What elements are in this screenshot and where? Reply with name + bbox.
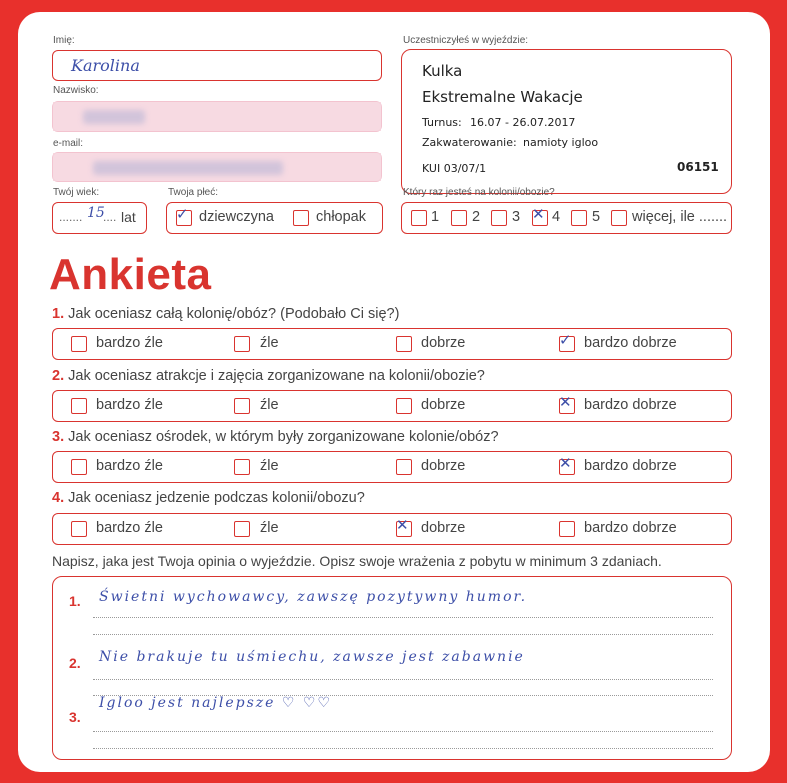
answer-row-1: [52, 328, 732, 360]
question-number: 1.: [52, 306, 65, 322]
trip-number: 06151: [677, 160, 719, 174]
gender-option-label: dziewczyna: [199, 209, 274, 225]
question-text: Jak oceniasz całą kolonię/obóz? (Podobało Ci się?): [68, 306, 400, 322]
which-time-label: Który raz jesteś na kolonii/obozie?: [403, 187, 555, 198]
which-time-checkbox-1[interactable]: [411, 210, 427, 226]
accommodation-label: Zakwaterowanie:: [422, 136, 517, 149]
opinion-line-number: 3.: [69, 709, 81, 725]
question-text: Jak oceniasz jedzenie podczas kolonii/obozu?: [68, 490, 365, 506]
opinion-prompt: Napisz, jaka jest Twoja opinia o wyjeździe. Opisz swoje wrażenia z pobytu w minimum 3 zdaniach.: [52, 553, 662, 569]
which-time-option-label: 4: [552, 209, 561, 225]
option-label: bardzo źle: [96, 458, 163, 474]
option-checkbox[interactable]: [71, 521, 87, 537]
age-field[interactable]: [52, 202, 147, 234]
question-text: Jak oceniasz atrakcje i zajęcia zorganizowane na kolonii/obozie?: [68, 368, 485, 384]
option-checkbox[interactable]: [71, 398, 87, 414]
option-label: bardzo dobrze: [584, 520, 677, 536]
age-dots: .......: [59, 210, 83, 224]
opinion-line-text: Igloo jest najlepsze ♡ ♡♡: [99, 695, 332, 711]
email-field[interactable]: [52, 152, 382, 182]
option-label: bardzo dobrze: [584, 335, 677, 351]
age-unit: lat: [121, 209, 136, 225]
option-checkbox[interactable]: [234, 459, 250, 475]
option-label: dobrze: [421, 520, 466, 536]
which-time-checkbox-2[interactable]: [451, 210, 467, 226]
option-checkbox[interactable]: [559, 454, 575, 475]
turnus-value: 16.07 - 26.07.2017: [470, 116, 576, 129]
surname-field[interactable]: [52, 101, 382, 132]
answer-row-3: [52, 451, 732, 483]
turnus-label: Turnus:: [422, 116, 462, 129]
which-time-checkbox-5[interactable]: [571, 210, 587, 226]
which-time-option-label: 1: [431, 209, 440, 225]
which-time-checkbox-more[interactable]: [611, 210, 627, 226]
opinion-line-text: Świetni wychowawcy, zawszę pozytywny humor.: [99, 589, 528, 605]
question-2: [52, 368, 485, 384]
question-4: [52, 490, 365, 506]
name-value: Karolina: [71, 56, 140, 75]
option-label: bardzo dobrze: [584, 397, 677, 413]
option-checkbox[interactable]: [396, 459, 412, 475]
answer-row-4: [52, 513, 732, 545]
option-label: bardzo źle: [96, 397, 163, 413]
option-label: źle: [260, 397, 279, 413]
check-mark-icon: ✓: [559, 331, 572, 349]
age-dots: ....: [103, 210, 117, 224]
option-checkbox[interactable]: [559, 393, 575, 414]
opinion-line-number: 1.: [69, 593, 81, 609]
option-label: dobrze: [421, 458, 466, 474]
age-value: 15: [87, 205, 105, 221]
redacted-surname: [83, 110, 145, 124]
check-mark-icon: ✕: [396, 516, 409, 534]
option-checkbox[interactable]: [234, 521, 250, 537]
question-number: 4.: [52, 490, 65, 506]
option-checkbox[interactable]: [234, 336, 250, 352]
name-field[interactable]: [52, 50, 382, 81]
surname-label: Nazwisko:: [53, 85, 99, 96]
check-mark-icon: ✕: [559, 454, 572, 472]
option-label: dobrze: [421, 397, 466, 413]
check-mark-icon: ✕: [532, 205, 545, 223]
option-checkbox[interactable]: [234, 398, 250, 414]
gender-option-label: chłopak: [316, 209, 366, 225]
question-number: 2.: [52, 368, 65, 384]
gender-label: Twoja płeć:: [168, 187, 219, 198]
option-checkbox[interactable]: [71, 336, 87, 352]
email-label: e-mail:: [53, 138, 84, 149]
option-label: bardzo źle: [96, 520, 163, 536]
answer-row-2: [52, 390, 732, 422]
which-time-option-label: 5: [592, 209, 601, 225]
option-checkbox[interactable]: [396, 516, 412, 537]
which-time-checkbox-4[interactable]: [532, 205, 548, 226]
opinion-line-text: Nie brakuje tu uśmiechu, zawsze jest zabawnie: [99, 649, 525, 665]
question-1: [52, 306, 399, 322]
trip-name: Ekstremalne Wakacje: [422, 88, 583, 106]
gender-checkbox-girl[interactable]: [176, 205, 192, 226]
option-label: bardzo dobrze: [584, 458, 677, 474]
survey-sheet: [18, 12, 770, 772]
option-label: źle: [260, 520, 279, 536]
which-time-checkbox-3[interactable]: [491, 210, 507, 226]
question-number: 3.: [52, 429, 65, 445]
option-label: źle: [260, 458, 279, 474]
option-checkbox[interactable]: [71, 459, 87, 475]
which-time-option-label: 3: [512, 209, 521, 225]
check-mark-icon: ✓: [176, 205, 189, 223]
accommodation-value: namioty igloo: [523, 136, 599, 149]
which-time-option-label: 2: [472, 209, 481, 225]
which-time-field: [401, 202, 732, 234]
option-label: źle: [260, 335, 279, 351]
writing-line: [93, 617, 713, 618]
trip-card: [401, 49, 732, 194]
trip-code: KUI 03/07/1: [422, 162, 487, 175]
age-label: Twój wiek:: [53, 187, 100, 198]
redacted-email: [93, 161, 283, 175]
trip-label: Uczestniczyłeś w wyjeździe:: [403, 35, 529, 46]
which-time-option-label: więcej, ile .......: [632, 209, 728, 225]
question-3: [52, 429, 499, 445]
writing-line: [93, 679, 713, 680]
option-checkbox[interactable]: [559, 331, 575, 352]
check-mark-icon: ✕: [559, 393, 572, 411]
option-checkbox[interactable]: [559, 521, 575, 537]
trip-brand: Kulka: [422, 62, 463, 80]
gender-field: [166, 202, 383, 234]
writing-line: [93, 748, 713, 749]
writing-line: [93, 731, 713, 732]
question-text: Jak oceniasz ośrodek, w którym były zorganizowane kolonie/obóz?: [68, 429, 499, 445]
option-checkbox[interactable]: [396, 398, 412, 414]
writing-line: [93, 634, 713, 635]
option-label: dobrze: [421, 335, 466, 351]
option-label: bardzo źle: [96, 335, 163, 351]
name-label: Imię:: [53, 35, 75, 46]
option-checkbox[interactable]: [396, 336, 412, 352]
opinion-line-number: 2.: [69, 655, 81, 671]
gender-checkbox-boy[interactable]: [293, 210, 309, 226]
survey-title: Ankieta: [49, 250, 212, 299]
opinion-box[interactable]: [52, 576, 732, 760]
